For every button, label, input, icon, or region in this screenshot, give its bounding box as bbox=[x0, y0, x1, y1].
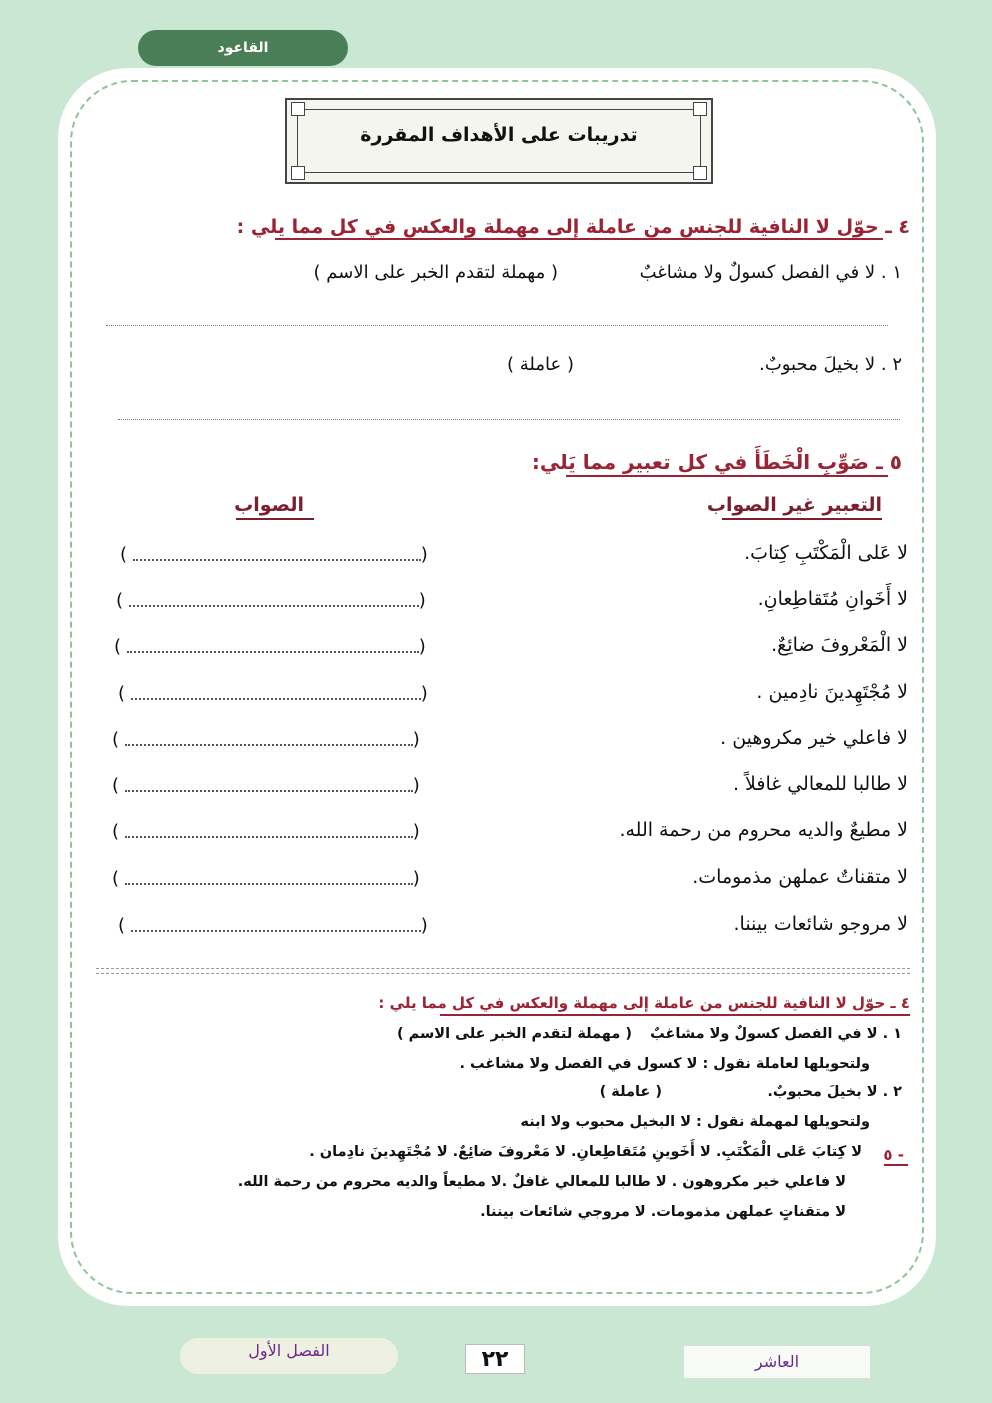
answer-line-2: ولتحويلها لعاملة نقول : لا كسول في الفصل ولا مشاغب . bbox=[459, 1056, 870, 1072]
answer-line-4: ولتحويلها لمهملة نقول : لا البخيل محبوب ولا ابنه bbox=[520, 1114, 870, 1130]
answer-slot[interactable]: ( ) bbox=[118, 915, 428, 936]
q5-item: لا مُجْتَهِدينَ نادِمين . bbox=[756, 681, 908, 703]
q4-heading: ٤ ـ حوّل لا النافية للجنس من عاملة إلى مهملة والعكس في كل مما يلي : bbox=[236, 216, 910, 238]
q4-item-2: ٢ . لا بخيلَ محبوبٌ. bbox=[759, 354, 902, 375]
q4-item-2-note: ( عاملة ) bbox=[507, 354, 574, 375]
q5-item: لا فاعلي خير مكروهين . bbox=[720, 727, 908, 749]
answer-slot[interactable]: ( ) bbox=[116, 590, 426, 611]
answer-line-1-note: ( مهملة لتقدم الخبر على الاسم ) bbox=[396, 1026, 632, 1042]
col-wrong-header: التعبير غير الصواب bbox=[706, 494, 882, 516]
corner-ornament bbox=[291, 166, 305, 180]
answer-line-3-note: ( عاملة ) bbox=[599, 1084, 662, 1100]
section-separator bbox=[96, 968, 910, 974]
footer-term: الفصل الأول bbox=[180, 1338, 398, 1374]
answers-q5-underline bbox=[884, 1164, 908, 1166]
answer-line-7: لا متقناتٍ عملهن مذمومات. لا مروجي شائعات بيننا. bbox=[480, 1204, 846, 1220]
q5-heading-underline bbox=[566, 475, 888, 477]
answer-line-5: لا كِتابَ عَلى الْمَكْتَبِ. لا أَخَوينِ مُتَقاطِعانِ. لا مَعْروفَ ضائِعٌ. لا مُجْتَهِدينَ نادِمان . bbox=[309, 1144, 862, 1160]
corner-ornament bbox=[291, 102, 305, 116]
q5-item: لا الْمَعْروفَ ضائِعٌ. bbox=[771, 634, 908, 656]
answers-heading-underline bbox=[440, 1014, 910, 1016]
answer-dotted-line bbox=[118, 419, 900, 420]
q4-item-1-note: ( مهملة لتقدم الخبر على الاسم ) bbox=[313, 262, 558, 283]
corner-ornament bbox=[693, 166, 707, 180]
footer-grade: العاشر bbox=[683, 1345, 871, 1379]
answer-slot[interactable]: ( ) bbox=[112, 775, 420, 796]
answers-q5-number: ٥ - bbox=[883, 1146, 904, 1164]
q5-item: لا عَلى الْمَكْتَبِ كِتابَ. bbox=[744, 542, 908, 564]
q5-heading: ٥ ـ صَوِّبِ الْخَطَأَ في كل تعبير مما يَلي: bbox=[531, 450, 902, 474]
answer-slot[interactable]: ( ) bbox=[112, 868, 420, 889]
col-right-underline bbox=[236, 518, 314, 520]
q4-heading-underline bbox=[275, 238, 883, 240]
q5-item: لا مروجو شائعات بيننا. bbox=[733, 913, 908, 935]
q5-item: لا متقناتٌ عملهن مذمومات. bbox=[692, 866, 908, 888]
col-wrong-underline bbox=[722, 518, 882, 520]
q5-item: لا أَخَوانِ مُتَقاطِعانِ. bbox=[757, 588, 908, 610]
header-chip: القاعود bbox=[138, 30, 348, 66]
answer-slot[interactable]: ( ) bbox=[114, 636, 426, 657]
corner-ornament bbox=[693, 102, 707, 116]
answer-slot[interactable]: ( ) bbox=[112, 729, 420, 750]
q4-item-1: ١ . لا في الفصل كسولٌ ولا مشاغبٌ bbox=[639, 262, 902, 283]
page-title: تدريبات على الأهداف المقررة bbox=[360, 124, 638, 146]
answer-line-6: لا فاعلي خير مكروهون . لا طالبا للمعالي غافلٌ .لا مطيعاً والديه محروم من رحمة الله. bbox=[237, 1174, 846, 1190]
answer-line-1: ١ . لا في الفصل كسولٌ ولا مشاغبٌ bbox=[650, 1026, 902, 1042]
answer-line-3: ٢ . لا بخيلَ محبوبٌ. bbox=[767, 1084, 902, 1100]
q5-item: لا طالبا للمعالي غافلاً . bbox=[732, 773, 908, 795]
answer-slot[interactable]: ( ) bbox=[120, 544, 428, 565]
q5-item: لا مطيعٌ والديه محروم من رحمة الله. bbox=[619, 819, 908, 841]
col-right-header: الصواب bbox=[234, 494, 304, 516]
answer-slot[interactable]: ( ) bbox=[118, 683, 428, 704]
answers-heading: ٤ ـ حوّل لا النافية للجنس من عاملة إلى مهملة والعكس في كل مما يلي : bbox=[378, 994, 910, 1012]
answer-slot[interactable]: ( ) bbox=[112, 821, 420, 842]
answer-dotted-line bbox=[106, 325, 888, 326]
page-number: ٢٢ bbox=[465, 1344, 525, 1374]
